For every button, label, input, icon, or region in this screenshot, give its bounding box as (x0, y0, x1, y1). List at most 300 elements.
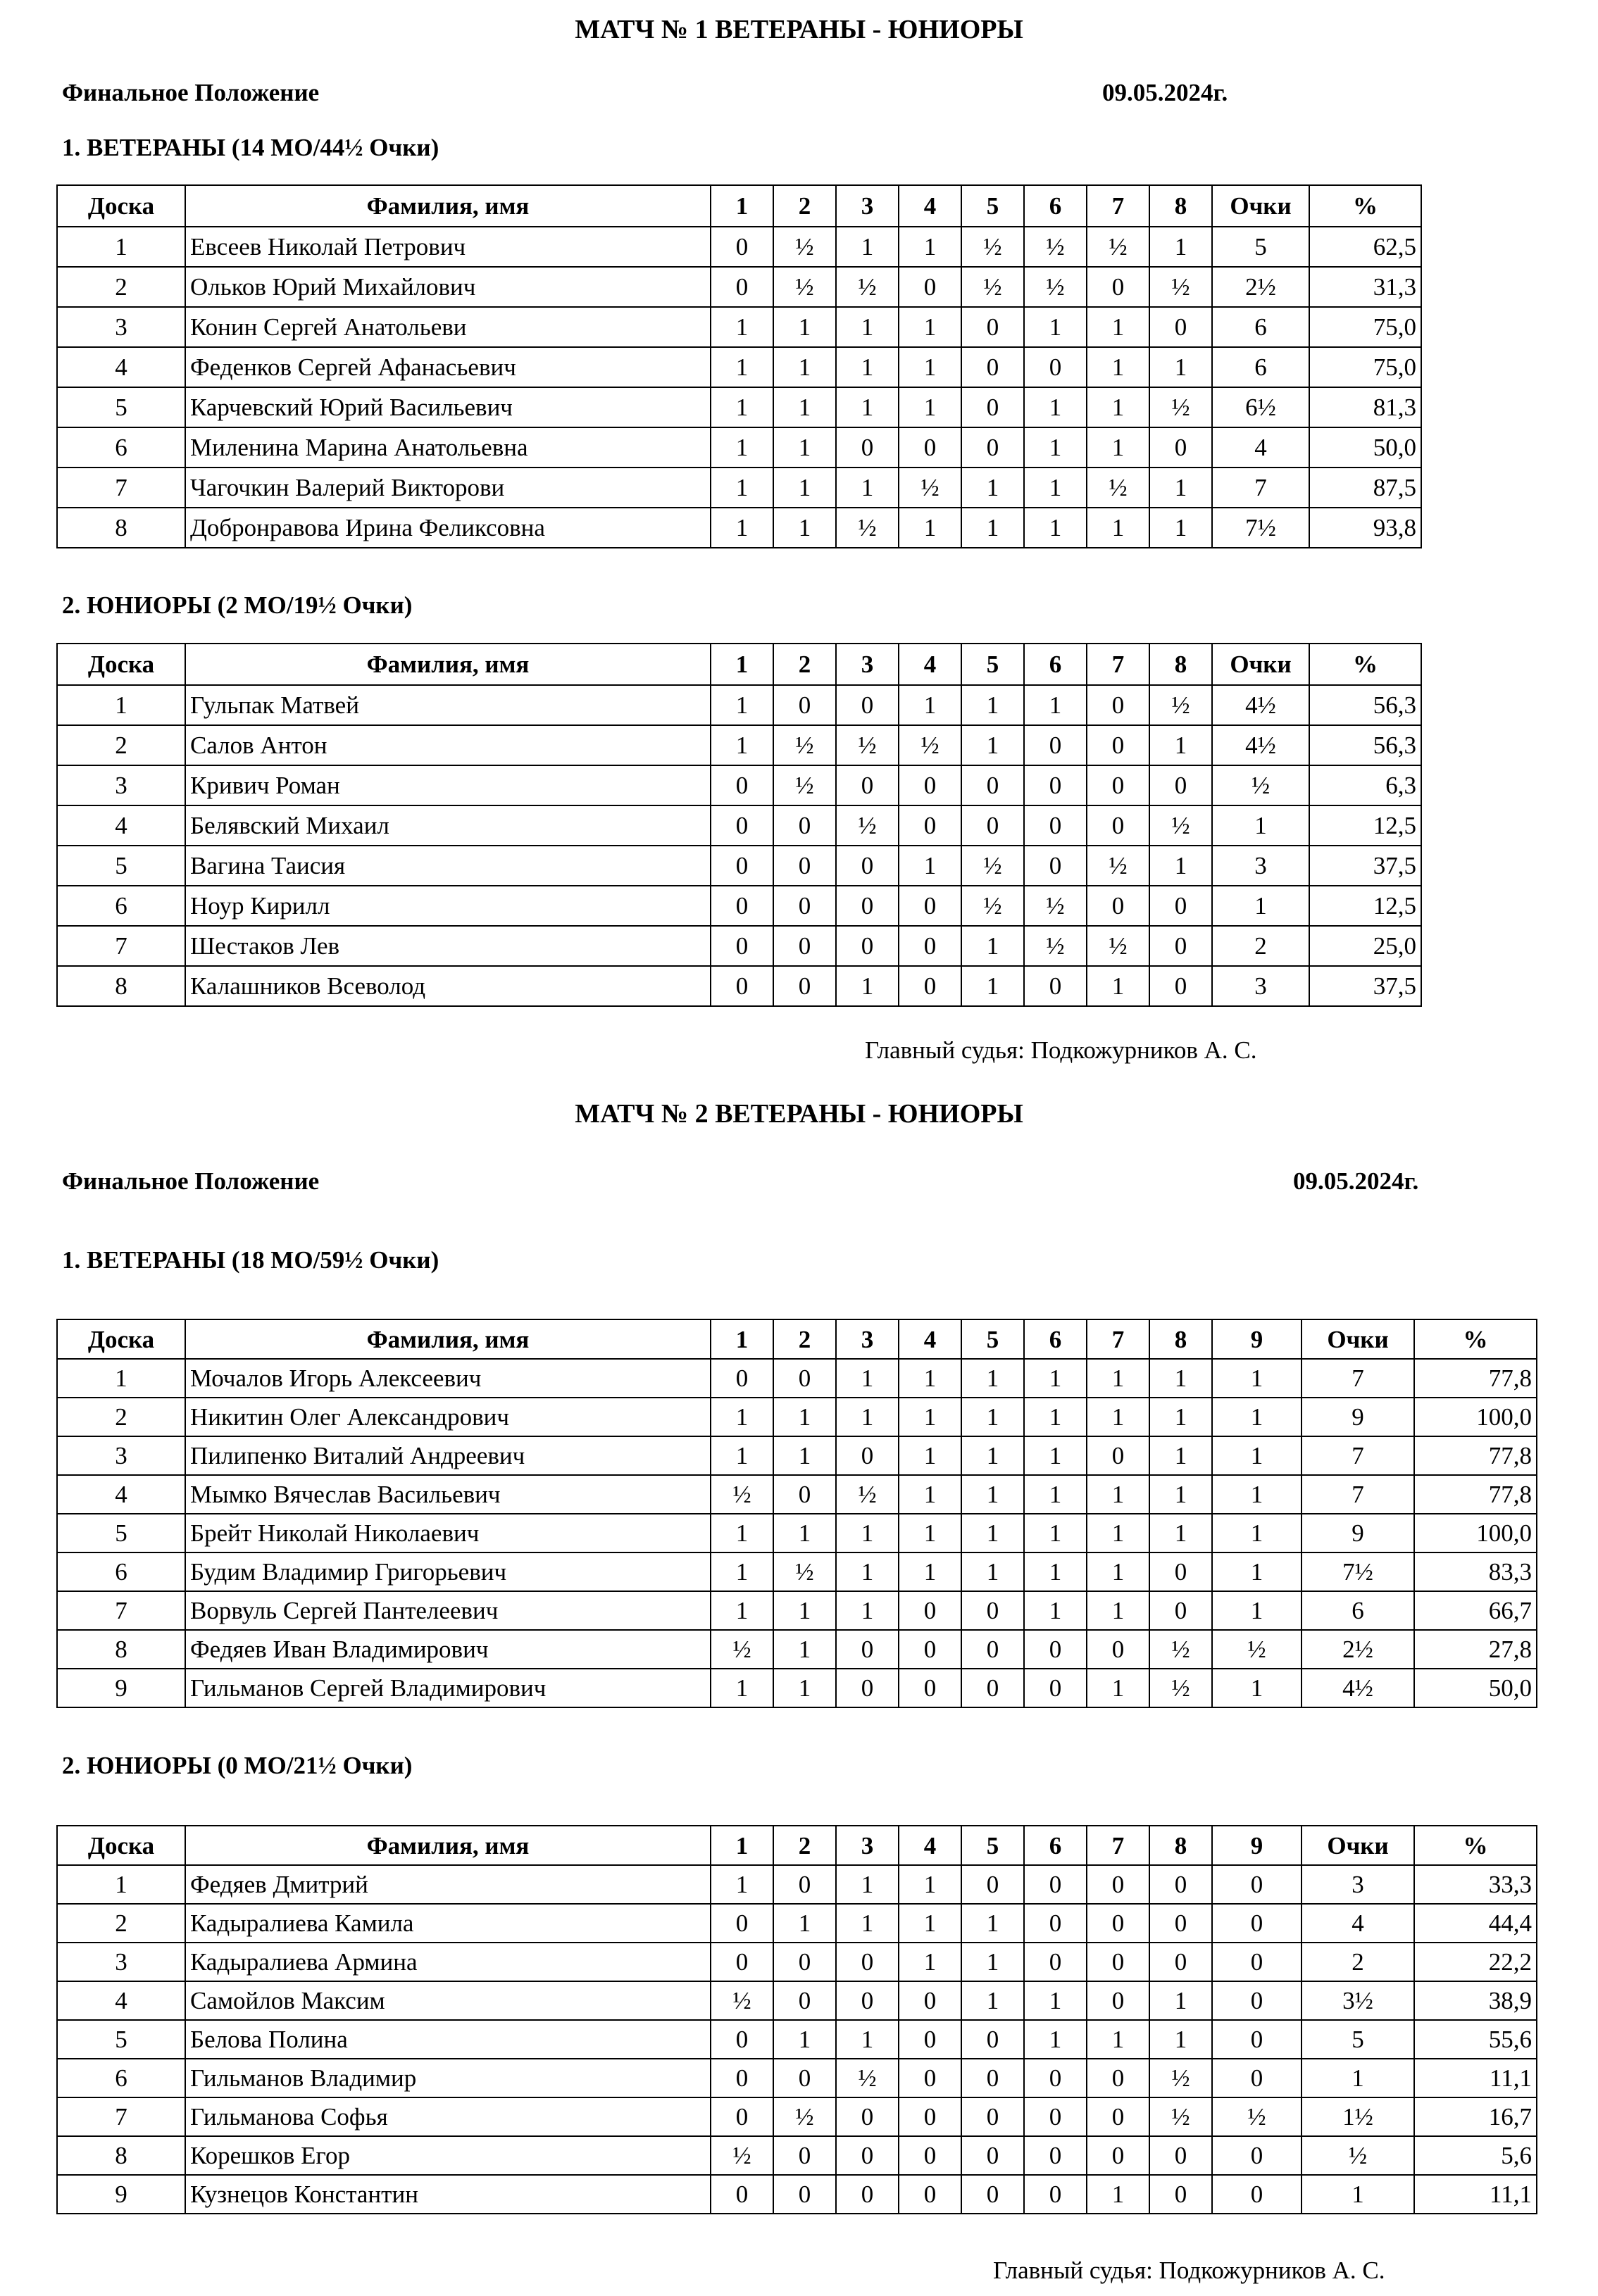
column-header: 1 (711, 1826, 773, 1865)
round-result-cell: ½ (1087, 227, 1149, 267)
round-result-cell: 0 (961, 1669, 1024, 1707)
percent-cell: 11,1 (1414, 2059, 1537, 2097)
round-result-cell: 1 (1087, 1552, 1149, 1591)
round-result-cell: ½ (1212, 2097, 1302, 2136)
points-cell: 7½ (1212, 508, 1309, 548)
percent-cell: 75,0 (1309, 307, 1421, 347)
table-row (57, 468, 1421, 508)
round-result-cell: 1 (836, 1359, 899, 1398)
round-result-cell: 0 (899, 1981, 961, 2020)
board-number: 6 (57, 886, 185, 926)
round-result-cell: 1 (961, 926, 1024, 966)
round-result-cell: 1 (1149, 508, 1212, 548)
points-cell: 7 (1212, 468, 1309, 508)
round-result-cell: 0 (1212, 2175, 1302, 2214)
column-header: Доска (57, 185, 185, 227)
round-result-cell: 0 (773, 886, 836, 926)
round-result-cell: 0 (961, 765, 1024, 805)
round-result-cell: ½ (773, 2097, 836, 2136)
column-header: 6 (1024, 1319, 1087, 1359)
round-result-cell: 0 (1024, 2175, 1087, 2214)
round-result-cell: ½ (1024, 227, 1087, 267)
board-number: 5 (57, 2020, 185, 2059)
round-result-cell: 0 (961, 805, 1024, 846)
round-result-cell: 1 (899, 846, 961, 886)
round-result-cell: ½ (961, 846, 1024, 886)
column-header: 4 (899, 185, 961, 227)
round-result-cell: 0 (1087, 685, 1149, 725)
table-row (57, 1630, 1537, 1669)
board-number: 6 (57, 2059, 185, 2097)
points-cell: 4½ (1212, 685, 1309, 725)
column-header: 4 (899, 644, 961, 685)
round-result-cell: 1 (773, 1436, 836, 1475)
round-result-cell: 0 (1024, 2097, 1087, 2136)
round-result-cell: ½ (1087, 926, 1149, 966)
points-cell: 9 (1302, 1514, 1414, 1552)
round-result-cell: 0 (961, 2175, 1024, 2214)
column-header: 3 (836, 1319, 899, 1359)
round-result-cell: 0 (836, 846, 899, 886)
column-header: Фамилия, имя (185, 185, 711, 227)
table-row (57, 725, 1421, 765)
player-name: Миленина Марина Анатольевна (185, 427, 711, 468)
round-result-cell: 1 (773, 1904, 836, 1943)
round-result-cell: 1 (1024, 1591, 1087, 1630)
round-result-cell: 1 (1024, 685, 1087, 725)
round-result-cell: ½ (1149, 2097, 1212, 2136)
round-result-cell: 1 (1149, 1436, 1212, 1475)
round-result-cell: 1 (899, 1436, 961, 1475)
column-header: 9 (1212, 1319, 1302, 1359)
round-result-cell: 1 (711, 387, 773, 427)
player-name: Белявский Михаил (185, 805, 711, 846)
column-header: % (1414, 1826, 1537, 1865)
round-result-cell: 0 (1024, 805, 1087, 846)
column-header: 4 (899, 1319, 961, 1359)
round-result-cell: 1 (711, 1436, 773, 1475)
round-result-cell: 0 (961, 307, 1024, 347)
percent-cell: 56,3 (1309, 725, 1421, 765)
board-number: 7 (57, 468, 185, 508)
match2-judge: Главный судья: Подкожурников А. С. (993, 2257, 1385, 2284)
round-result-cell: 1 (773, 427, 836, 468)
board-number: 8 (57, 2136, 185, 2175)
round-result-cell: 1 (899, 1398, 961, 1436)
round-result-cell: 1 (1087, 2175, 1149, 2214)
round-result-cell: 1 (1212, 1398, 1302, 1436)
board-number: 2 (57, 1398, 185, 1436)
round-result-cell: 1 (961, 685, 1024, 725)
percent-cell: 16,7 (1414, 2097, 1537, 2136)
round-result-cell: 1 (1087, 1591, 1149, 1630)
round-result-cell: ½ (1149, 805, 1212, 846)
round-result-cell: ½ (773, 1552, 836, 1591)
round-result-cell: 0 (899, 267, 961, 307)
round-result-cell: 1 (1024, 468, 1087, 508)
round-result-cell: 1 (1212, 1475, 1302, 1514)
round-result-cell: 0 (711, 805, 773, 846)
round-result-cell: 0 (711, 2020, 773, 2059)
table-row (57, 1514, 1537, 1552)
round-result-cell: 0 (1087, 805, 1149, 846)
round-result-cell: 1 (899, 1904, 961, 1943)
round-result-cell: 0 (1024, 1630, 1087, 1669)
round-result-cell: 1 (773, 1630, 836, 1669)
round-result-cell: 1 (1212, 1436, 1302, 1475)
round-result-cell: 0 (711, 227, 773, 267)
table-row (57, 347, 1421, 387)
match1-team2-heading: 2. ЮНИОРЫ (2 МО/19½ Очки) (62, 591, 413, 619)
round-result-cell: 0 (836, 2175, 899, 2214)
percent-cell: 6,3 (1309, 765, 1421, 805)
round-result-cell: 0 (773, 926, 836, 966)
round-result-cell: 0 (773, 2059, 836, 2097)
percent-cell: 5,6 (1414, 2136, 1537, 2175)
round-result-cell: 0 (1024, 1669, 1087, 1707)
column-header: Фамилия, имя (185, 1826, 711, 1865)
player-name: Шестаков Лев (185, 926, 711, 966)
round-result-cell: 1 (1087, 508, 1149, 548)
column-header: Фамилия, имя (185, 644, 711, 685)
round-result-cell: 1 (1024, 387, 1087, 427)
round-result-cell: 0 (836, 2136, 899, 2175)
round-result-cell: 1 (836, 2020, 899, 2059)
percent-cell: 83,3 (1414, 1552, 1537, 1591)
table-row (57, 765, 1421, 805)
round-result-cell: 0 (961, 1630, 1024, 1669)
player-name: Карчевский Юрий Васильевич (185, 387, 711, 427)
round-result-cell: 0 (711, 1359, 773, 1398)
round-result-cell: 0 (899, 2136, 961, 2175)
round-result-cell: 1 (836, 227, 899, 267)
round-result-cell: ½ (836, 508, 899, 548)
table-row (57, 1359, 1537, 1398)
percent-cell: 44,4 (1414, 1904, 1537, 1943)
match2-title: МАТЧ № 2 ВЕТЕРАНЫ - ЮНИОРЫ (575, 1099, 1023, 1129)
player-name: Евсеев Николай Петрович (185, 227, 711, 267)
match1-subtitle: Финальное Положение (62, 79, 320, 106)
round-result-cell: 1 (773, 1514, 836, 1552)
board-number: 7 (57, 2097, 185, 2136)
round-result-cell: ½ (773, 227, 836, 267)
points-cell: 3 (1212, 846, 1309, 886)
points-cell: 1 (1302, 2059, 1414, 2097)
round-result-cell: 1 (961, 1359, 1024, 1398)
round-result-cell: ½ (899, 725, 961, 765)
round-result-cell: ½ (711, 1981, 773, 2020)
table-row (57, 1865, 1537, 1904)
round-result-cell: 1 (773, 347, 836, 387)
round-result-cell: ½ (836, 267, 899, 307)
round-result-cell: 1 (1024, 1552, 1087, 1591)
player-name: Феденков Сергей Афанасьевич (185, 347, 711, 387)
match2-team1-heading: 1. ВЕТЕРАНЫ (18 МО/59½ Очки) (62, 1246, 439, 1274)
round-result-cell: 1 (1024, 1436, 1087, 1475)
player-name: Конин Сергей Анатольеви (185, 307, 711, 347)
round-result-cell: 0 (899, 765, 961, 805)
round-result-cell: ½ (1024, 267, 1087, 307)
player-name: Кадыралиева Камила (185, 1904, 711, 1943)
round-result-cell: 0 (961, 387, 1024, 427)
column-header: % (1309, 644, 1421, 685)
round-result-cell: 0 (1087, 886, 1149, 926)
round-result-cell: 0 (1212, 1943, 1302, 1981)
round-result-cell: 0 (836, 1943, 899, 1981)
round-result-cell: 0 (1149, 307, 1212, 347)
round-result-cell: 0 (711, 267, 773, 307)
round-result-cell: 1 (773, 468, 836, 508)
table-row (57, 1904, 1537, 1943)
board-number: 4 (57, 805, 185, 846)
column-header: 7 (1087, 1826, 1149, 1865)
round-result-cell: 0 (773, 966, 836, 1006)
player-name: Вагина Таисия (185, 846, 711, 886)
round-result-cell: 1 (836, 966, 899, 1006)
column-header: 5 (961, 1319, 1024, 1359)
percent-cell: 50,0 (1309, 427, 1421, 468)
round-result-cell: ½ (836, 2059, 899, 2097)
round-result-cell: 0 (1024, 1943, 1087, 1981)
player-name: Калашников Всеволод (185, 966, 711, 1006)
round-result-cell: 0 (1212, 2020, 1302, 2059)
table-header-row (57, 644, 1421, 685)
round-result-cell: 1 (961, 1398, 1024, 1436)
percent-cell: 37,5 (1309, 966, 1421, 1006)
player-name: Салов Антон (185, 725, 711, 765)
table-row (57, 685, 1421, 725)
column-header: Фамилия, имя (185, 1319, 711, 1359)
round-result-cell: 0 (1149, 1591, 1212, 1630)
column-header: Очки (1302, 1826, 1414, 1865)
round-result-cell: 1 (1024, 1514, 1087, 1552)
player-name: Никитин Олег Александрович (185, 1398, 711, 1436)
player-name: Гильманов Владимир (185, 2059, 711, 2097)
player-name: Гильманова Софья (185, 2097, 711, 2136)
column-header: 6 (1024, 185, 1087, 227)
board-number: 6 (57, 427, 185, 468)
round-result-cell: 1 (1149, 468, 1212, 508)
round-result-cell: 0 (773, 2175, 836, 2214)
table-row (57, 886, 1421, 926)
round-result-cell: 1 (961, 1514, 1024, 1552)
column-header: 5 (961, 185, 1024, 227)
round-result-cell: 0 (1087, 2136, 1149, 2175)
points-cell: 2 (1212, 926, 1309, 966)
table-row (57, 1943, 1537, 1981)
round-result-cell: 1 (961, 966, 1024, 1006)
round-result-cell: 1 (836, 1904, 899, 1943)
round-result-cell: 0 (836, 2097, 899, 2136)
player-name: Белова Полина (185, 2020, 711, 2059)
round-result-cell: 0 (1087, 1981, 1149, 2020)
column-header: Доска (57, 1826, 185, 1865)
board-number: 8 (57, 508, 185, 548)
percent-cell: 25,0 (1309, 926, 1421, 966)
table-row (57, 2020, 1537, 2059)
board-number: 1 (57, 685, 185, 725)
board-number: 3 (57, 307, 185, 347)
round-result-cell: ½ (773, 267, 836, 307)
round-result-cell: 1 (836, 1552, 899, 1591)
points-cell: 7 (1302, 1436, 1414, 1475)
board-number: 7 (57, 1591, 185, 1630)
round-result-cell: 0 (1024, 2136, 1087, 2175)
points-cell: 1 (1212, 886, 1309, 926)
player-name: Корешков Егор (185, 2136, 711, 2175)
board-number: 9 (57, 1669, 185, 1707)
column-header: 6 (1024, 1826, 1087, 1865)
round-result-cell: 0 (773, 685, 836, 725)
round-result-cell: 1 (773, 1398, 836, 1436)
round-result-cell: 1 (711, 725, 773, 765)
points-cell: 6 (1212, 347, 1309, 387)
round-result-cell: 0 (1087, 1436, 1149, 1475)
round-result-cell: 0 (899, 2175, 961, 2214)
column-header: 6 (1024, 644, 1087, 685)
table-row (57, 926, 1421, 966)
round-result-cell: 0 (773, 1475, 836, 1514)
round-result-cell: 0 (961, 1591, 1024, 1630)
round-result-cell: 1 (961, 468, 1024, 508)
percent-cell: 77,8 (1414, 1359, 1537, 1398)
board-number: 1 (57, 227, 185, 267)
points-cell: 1 (1212, 805, 1309, 846)
round-result-cell: 0 (961, 2136, 1024, 2175)
round-result-cell: 1 (1024, 2020, 1087, 2059)
percent-cell: 81,3 (1309, 387, 1421, 427)
points-cell: 7 (1302, 1359, 1414, 1398)
round-result-cell: 1 (1212, 1514, 1302, 1552)
points-cell: 2 (1302, 1943, 1414, 1981)
board-number: 3 (57, 1943, 185, 1981)
round-result-cell: 0 (1024, 966, 1087, 1006)
round-result-cell: 0 (711, 2097, 773, 2136)
round-result-cell: 0 (961, 1865, 1024, 1904)
round-result-cell: 1 (1087, 1669, 1149, 1707)
round-result-cell: 0 (1024, 347, 1087, 387)
table-row (57, 2175, 1537, 2214)
round-result-cell: 1 (773, 307, 836, 347)
player-name: Мочалов Игорь Алексеевич (185, 1359, 711, 1398)
round-result-cell: ½ (961, 267, 1024, 307)
round-result-cell: 1 (711, 347, 773, 387)
round-result-cell: 1 (836, 468, 899, 508)
board-number: 5 (57, 387, 185, 427)
board-number: 8 (57, 966, 185, 1006)
round-result-cell: ½ (1149, 685, 1212, 725)
round-result-cell: 0 (1149, 2175, 1212, 2214)
player-name: Федяев Дмитрий (185, 1865, 711, 1904)
match1-judge: Главный судья: Подкожурников А. С. (865, 1036, 1257, 1064)
round-result-cell: 1 (961, 1552, 1024, 1591)
round-result-cell: 1 (1087, 2020, 1149, 2059)
column-header: 5 (961, 1826, 1024, 1865)
match1-team1-heading: 1. ВЕТЕРАНЫ (14 МО/44½ Очки) (62, 134, 439, 161)
round-result-cell: 1 (711, 1669, 773, 1707)
match1-team1-table (56, 184, 1422, 548)
round-result-cell: 0 (1024, 725, 1087, 765)
round-result-cell: 0 (961, 347, 1024, 387)
round-result-cell: 1 (1212, 1552, 1302, 1591)
round-result-cell: 1 (711, 508, 773, 548)
table-row (57, 2136, 1537, 2175)
round-result-cell: 0 (1149, 1943, 1212, 1981)
round-result-cell: 1 (961, 1436, 1024, 1475)
round-result-cell: 0 (1212, 1904, 1302, 1943)
table-row (57, 966, 1421, 1006)
column-header: Очки (1212, 644, 1309, 685)
round-result-cell: 1 (1087, 387, 1149, 427)
table-row (57, 427, 1421, 468)
column-header: 1 (711, 185, 773, 227)
board-number: 8 (57, 1630, 185, 1669)
round-result-cell: ½ (899, 468, 961, 508)
board-number: 7 (57, 926, 185, 966)
round-result-cell: 0 (773, 1981, 836, 2020)
board-number: 4 (57, 1981, 185, 2020)
percent-cell: 100,0 (1414, 1514, 1537, 1552)
table-row (57, 1669, 1537, 1707)
round-result-cell: 0 (899, 2059, 961, 2097)
player-name: Самойлов Максим (185, 1981, 711, 2020)
round-result-cell: 1 (711, 1552, 773, 1591)
round-result-cell: 1 (711, 1398, 773, 1436)
round-result-cell: 0 (711, 926, 773, 966)
table-row (57, 2059, 1537, 2097)
round-result-cell: 1 (773, 387, 836, 427)
column-header: 3 (836, 185, 899, 227)
round-result-cell: 0 (1149, 886, 1212, 926)
round-result-cell: 1 (836, 1865, 899, 1904)
board-number: 2 (57, 267, 185, 307)
column-header: 8 (1149, 644, 1212, 685)
round-result-cell: 0 (711, 1904, 773, 1943)
round-result-cell: 1 (899, 1865, 961, 1904)
table-row (57, 267, 1421, 307)
round-result-cell: 1 (899, 685, 961, 725)
round-result-cell: 1 (711, 427, 773, 468)
round-result-cell: 0 (899, 886, 961, 926)
table-row (57, 1591, 1537, 1630)
percent-cell: 100,0 (1414, 1398, 1537, 1436)
column-header: 2 (773, 185, 836, 227)
table-header-row (57, 1319, 1537, 1359)
round-result-cell: 0 (836, 427, 899, 468)
points-cell: 5 (1302, 2020, 1414, 2059)
column-header: 2 (773, 644, 836, 685)
board-number: 6 (57, 1552, 185, 1591)
round-result-cell: 0 (1149, 765, 1212, 805)
round-result-cell: 0 (1087, 1865, 1149, 1904)
round-result-cell: 0 (1087, 267, 1149, 307)
round-result-cell: 1 (836, 307, 899, 347)
round-result-cell: 1 (836, 387, 899, 427)
round-result-cell: ½ (961, 227, 1024, 267)
round-result-cell: 0 (836, 1630, 899, 1669)
column-header: % (1414, 1319, 1537, 1359)
round-result-cell: 1 (961, 508, 1024, 548)
round-result-cell: ½ (773, 725, 836, 765)
column-header: 7 (1087, 185, 1149, 227)
round-result-cell: 0 (711, 846, 773, 886)
table-row (57, 307, 1421, 347)
round-result-cell: 0 (1212, 2059, 1302, 2097)
round-result-cell: 1 (711, 1865, 773, 1904)
round-result-cell: 0 (1024, 1865, 1087, 1904)
round-result-cell: 1 (1024, 307, 1087, 347)
match2-team2-table (56, 1825, 1537, 2214)
